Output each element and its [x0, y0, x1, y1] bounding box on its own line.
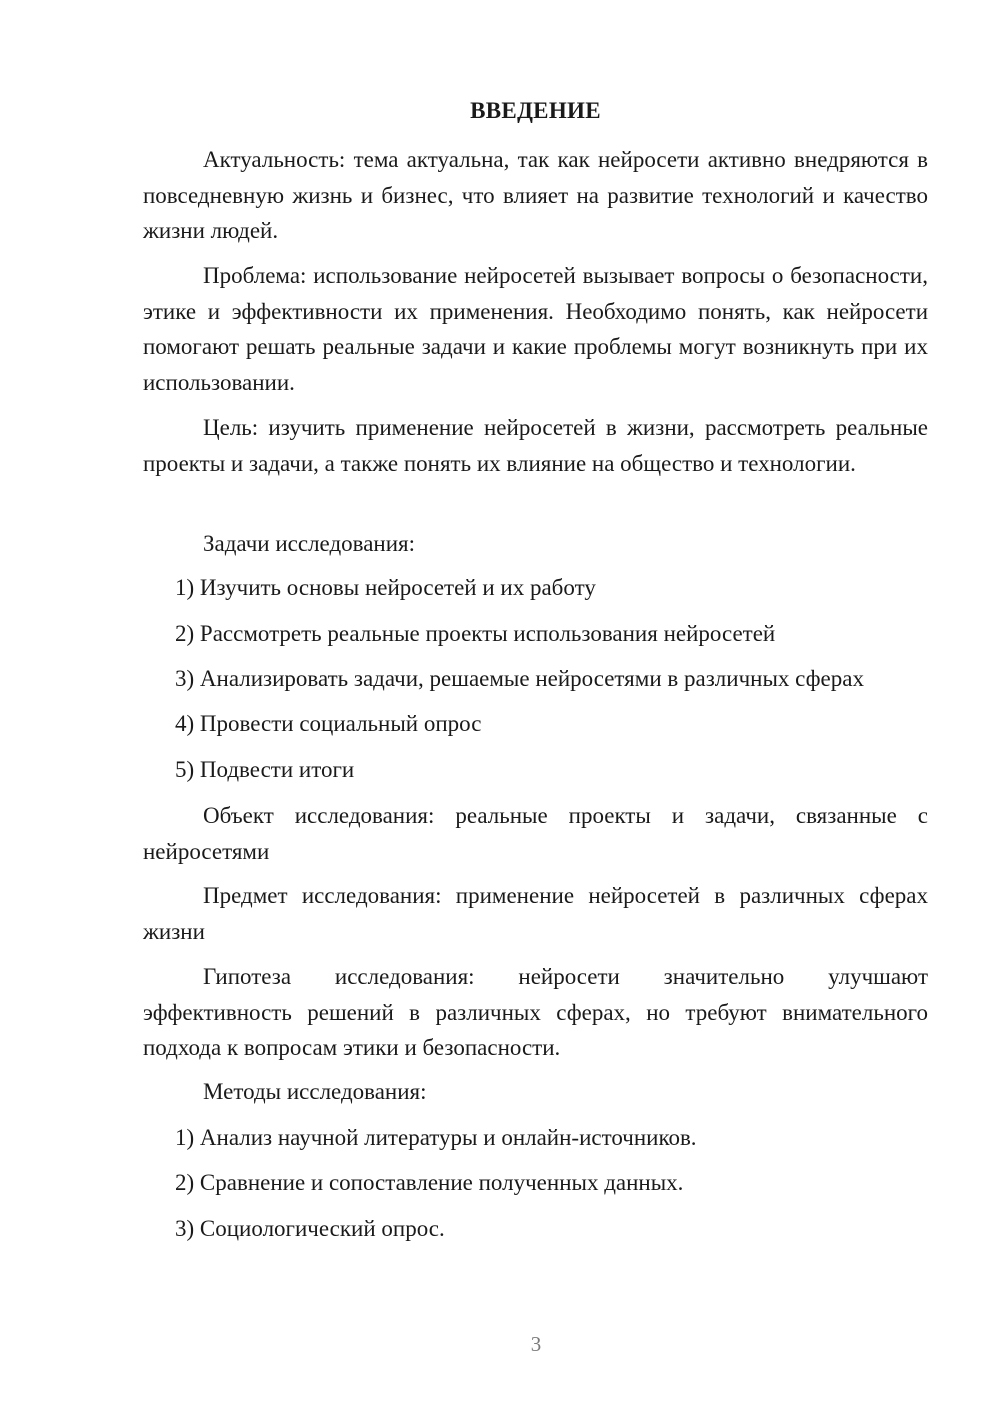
object-paragraph: Объект исследования: реальные проекты и задачи, связанные с нейросетями: [143, 803, 928, 864]
relevance-paragraph: Актуальность: тема актуальна, так как нейросети активно внедряются в повседневную жизнь и бизнес, что влияет на развитие технологий и качество жизни людей.: [143, 147, 928, 243]
task-item: 3) Анализировать задачи, решаемые нейросетями в различных сферах: [175, 666, 864, 691]
page-number: 3: [530, 1332, 542, 1356]
method-item: 3) Социологический опрос.: [175, 1216, 445, 1241]
task-item: 2) Рассмотреть реальные проекты использования нейросетей: [175, 621, 776, 646]
method-item: 2) Сравнение и сопоставление полученных данных.: [175, 1170, 684, 1195]
methods-heading: Методы исследования:: [203, 1079, 427, 1104]
task-item: 5) Подвести итоги: [175, 757, 355, 782]
problem-paragraph: Проблема: использование нейросетей вызывает вопросы о безопасности, этике и эффективности их применения. Необходимо понять, как нейросети помогают решать реальные задачи и какие проблемы могут возникнуть при их использовании.: [143, 263, 928, 395]
task-item: 1) Изучить основы нейросетей и их работу: [175, 575, 596, 600]
task-item: 4) Провести социальный опрос: [175, 711, 482, 736]
hypothesis-paragraph: Гипотеза исследования: нейросети значительно улучшают эффективность решений в различных сферах, но требуют внимательного подхода к вопросам этики и безопасности.: [143, 964, 928, 1060]
section-title: ВВЕДЕНИЕ: [470, 98, 601, 123]
method-item: 1) Анализ научной литературы и онлайн-источников.: [175, 1125, 697, 1150]
goal-paragraph: Цель: изучить применение нейросетей в жизни, рассмотреть реальные проекты и задачи, а также понять их влияние на общество и технологии.: [143, 415, 928, 476]
subject-paragraph: Предмет исследования: применение нейросетей в различных сферах жизни: [143, 883, 928, 944]
tasks-heading: Задачи исследования:: [203, 531, 416, 556]
